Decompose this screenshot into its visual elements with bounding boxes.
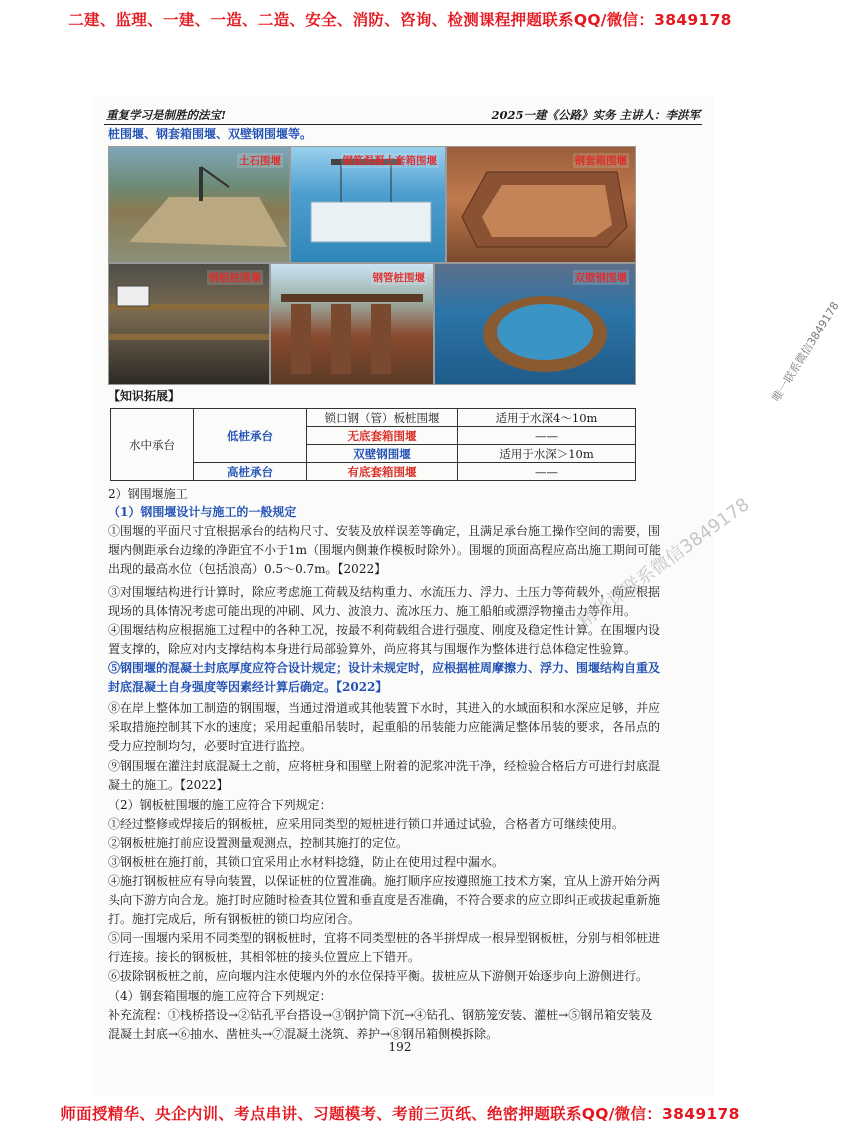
section-sheet-pile: （2）钢板桩围堰的施工应符合下列规定： <box>108 798 332 812</box>
cell-r2b: —— <box>458 427 636 445</box>
cell-r2a: 无底套箱围堰 <box>307 427 458 445</box>
para-5-line-2: 封底混凝土自身强度等因素经计算后确定。【2022】 <box>108 680 388 694</box>
para-1-line-3: 出现的最高水位（包括浪高）0.5～0.7m。【2022】 <box>108 562 387 576</box>
knowledge-title: 【知识拓展】 <box>108 389 181 403</box>
sheet-pile-rule-6: ⑥拔除钢板桩之前，应向堰内注水使堰内外的水位保持平衡。拔桩应从下游侧开始逐步向上游侧进行。 <box>108 969 649 983</box>
cell-r3b: 适用于水深＞10m <box>458 445 636 463</box>
section-steel-cofferdam: 2）钢围堰施工 <box>108 487 188 501</box>
process-line-2: 混凝土封底→⑥抽水、凿桩头→⑦混凝土浇筑、养护→⑧钢吊箱侧模拆除。 <box>108 1027 499 1041</box>
photo-label: 钢管桩围堰 <box>372 272 425 284</box>
para-8-line-2: 采取措施控制其下水的速度；采用起重船吊装时，起重船的吊装能力应能满足整体吊装的要求，各吊点的 <box>108 720 661 734</box>
section-steel-box: （4）钢套箱围堰的施工应符合下列规定： <box>108 989 332 1003</box>
row-label-water-cap: 水中承台 <box>111 409 194 481</box>
photo-label: 土石围堰 <box>239 155 281 167</box>
intro-line: 桩围堰、钢套箱围堰、双壁钢围堰等。 <box>108 127 313 141</box>
photo-sheet-pile-cofferdam <box>108 263 270 385</box>
section-general-rules: （1）钢围堰设计与施工的一般规定 <box>108 505 297 519</box>
para-1-line-1: ①围堰的平面尺寸宜根据承台的结构尺寸、安装及放样误差等确定，且满足承台施工操作空间的需要，围 <box>108 524 661 538</box>
sheet-pile-rule-4-line-3: 打。施打完成后，所有钢板桩的锁口均应闭合。 <box>108 912 361 926</box>
cell-r1b: 适用于水深4～10m <box>458 409 636 427</box>
para-1-line-2: 堰内侧距承台边缘的净距宜不小于1m（围堰内侧兼作模板时除外）。围堰的顶面高程应高出施工期间可能 <box>108 543 662 557</box>
cell-r1a: 锁口钢（管）板桩围堰 <box>307 409 458 427</box>
para-3-line-1: ③对围堰结构进行计算时，除应考虑施工荷载及结构重力、水流压力、浮力、土压力等荷载外，尚应根据 <box>108 585 661 599</box>
high-pile-cap: 高桩承台 <box>194 463 307 481</box>
photo-steel-pipe-pile-cofferdam <box>270 263 434 385</box>
photo-earth-rock-cofferdam <box>108 146 290 263</box>
watermark-side: 唯一联系微信3849178 <box>769 299 842 404</box>
photo-label: 钢套箱围堰 <box>574 155 627 167</box>
para-9-line-1: ⑨钢围堰在灌注封底混凝土之前，应将桩身和围壁上附着的泥浆冲洗干净，经检验合格后方可进行封底混 <box>108 759 661 773</box>
photo-label: 钢筋混凝土套箱围堰 <box>342 155 437 167</box>
cell-r3a: 双壁钢围堰 <box>307 445 458 463</box>
page-header <box>104 106 702 125</box>
para-3-line-2: 现场的具体情况考虑可能出现的冲刷、风力、波浪力、流冰压力、施工船舶或漂浮物撞击力等作用。 <box>108 604 637 618</box>
sheet-pile-rule-3: ③钢板桩在施打前，其锁口宜采用止水材料捻缝，防止在使用过程中漏水。 <box>108 855 505 869</box>
promo-banner-bottom: 师面授精华、央企内训、考点串讲、习题模考、考前三页纸、绝密押题联系QQ/微信：3849178 <box>60 1105 740 1123</box>
sheet-pile-rule-4-line-1: ④施打钢板桩应有导向装置，以保证桩的位置准确。施打顺序应按遵照施工技术方案，宜从上游开始分两 <box>108 874 661 888</box>
photo-label: 钢板桩围堰 <box>208 272 261 284</box>
header-course-title: 2025一建《公路》实务 主讲人：李洪军 <box>491 108 700 122</box>
photo-rc-box-cofferdam <box>290 146 446 263</box>
para-8-line-3: 受力应控制均匀，必要时宜进行监控。 <box>108 739 313 753</box>
promo-banner-top: 二建、监理、一建、一造、二造、安全、消防、咨询、检测课程押题联系QQ/微信：3849178 <box>68 11 732 29</box>
para-4-line-1: ④围堰结构应根据施工过程中的各种工况，按最不利荷载组合进行强度、刚度及稳定性计算。在围堰内设 <box>108 623 661 637</box>
para-4-line-2: 置支撑的，除应对内支撑结构本身进行局部验算外，尚应将其与围堰作为整体进行总体稳定性验算。 <box>108 642 637 656</box>
sheet-pile-rule-1: ①经过整修或焊接后的钢板桩，应采用同类型的短桩进行锁口并通过试验，合格者方可继续使用。 <box>108 817 625 831</box>
cell-r4a: 有底套箱围堰 <box>307 463 458 481</box>
knowledge-table <box>110 408 636 481</box>
sheet-pile-rule-5-line-1: ⑤同一围堰内采用不同类型的钢板桩时，宜将不同类型桩的各半拼焊成一根异型钢板桩，分别与相邻桩进 <box>108 931 661 945</box>
para-8-line-1: ⑧在岸上整体加工制造的钢围堰，当通过滑道或其他装置下水时，其进入的水域面积和水深应足够，并应 <box>108 701 661 715</box>
photo-double-wall-steel-cofferdam <box>434 263 636 385</box>
low-pile-cap: 低桩承台 <box>194 409 307 463</box>
header-motto: 重复学习是制胜的法宝! <box>106 108 227 122</box>
process-line-1: 补充流程：①栈桥搭设→②钻孔平台搭设→③钢护筒下沉→④钻孔、钢筋笼安装、灌桩→⑤钢吊箱安装及 <box>108 1008 653 1022</box>
para-5-line-1: ⑤钢围堰的混凝土封底厚度应符合设计规定；设计未规定时，应根据桩周摩擦力、浮力、围堰结构自重及 <box>108 661 661 675</box>
page-number: 192 <box>388 1040 412 1054</box>
sheet-pile-rule-4-line-2: 头向下游方向合龙。施打时应随时检查其位置和垂直度是否准确，不符合要求的应立即纠正或拔起重新施 <box>108 893 661 907</box>
watermark-diagonal: 精华课联系微信3849178 <box>574 494 754 633</box>
photo-label: 双壁钢围堰 <box>574 272 627 284</box>
cell-r4b: —— <box>458 463 636 481</box>
photo-steel-box-cofferdam <box>446 146 636 263</box>
sheet-pile-rule-5-line-2: 行连接。接长的钢板桩，其相邻桩的接头位置应上下错开。 <box>108 950 421 964</box>
sheet-pile-rule-2: ②钢板桩施打前应设置测量观测点，控制其施打的定位。 <box>108 836 409 850</box>
para-9-line-2: 凝土的施工。【2022】 <box>108 778 229 792</box>
